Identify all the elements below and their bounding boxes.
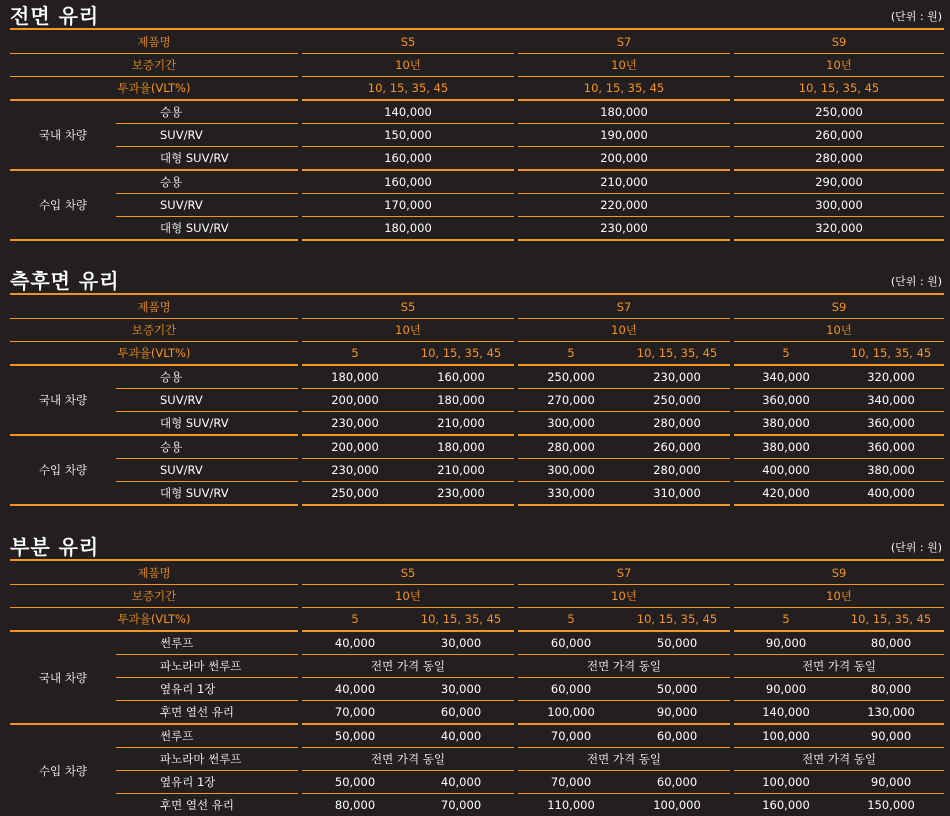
price-cell: 380,000 <box>838 459 944 482</box>
price-cell: 180,000 <box>408 435 516 459</box>
price-cell: 230,000 <box>300 412 408 436</box>
price-cell: 250,000 <box>732 100 944 124</box>
price-cell: 180,000 <box>516 100 732 124</box>
price-cell: 80,000 <box>838 631 944 655</box>
warranty-s7: 10년 <box>516 585 732 608</box>
price-cell: 70,000 <box>516 771 624 794</box>
same-price-note: 전면 가격 동일 <box>732 748 944 771</box>
glass-type: 파노라마 썬루프 <box>116 655 300 678</box>
vlt-s7: 10, 15, 35, 45 <box>516 77 732 101</box>
price-cell: 70,000 <box>300 701 408 725</box>
category-imported: 수입 차량 <box>10 435 116 505</box>
price-cell: 60,000 <box>624 771 732 794</box>
price-cell: 280,000 <box>624 459 732 482</box>
price-cell: 150,000 <box>300 124 516 147</box>
price-cell: 200,000 <box>300 389 408 412</box>
price-cell: 300,000 <box>516 412 624 436</box>
price-cell: 160,000 <box>300 170 516 194</box>
price-cell: 140,000 <box>300 100 516 124</box>
price-cell: 100,000 <box>732 771 838 794</box>
vlt-low: 5 <box>300 608 408 632</box>
vlt-low: 5 <box>516 608 624 632</box>
price-cell: 50,000 <box>624 678 732 701</box>
divider <box>10 559 944 561</box>
product-s5: S5 <box>300 562 516 585</box>
price-cell: 290,000 <box>732 170 944 194</box>
price-cell: 260,000 <box>732 124 944 147</box>
price-cell: 360,000 <box>838 412 944 436</box>
price-cell: 170,000 <box>300 194 516 217</box>
glass-type: 썬루프 <box>116 724 300 748</box>
price-cell: 50,000 <box>624 631 732 655</box>
price-cell: 190,000 <box>516 124 732 147</box>
warranty-s9: 10년 <box>732 54 944 77</box>
vlt-all: 10, 15, 35, 45 <box>624 608 732 632</box>
price-cell: 210,000 <box>516 170 732 194</box>
price-cell: 160,000 <box>408 365 516 389</box>
vlt-s5: 10, 15, 35, 45 <box>300 77 516 101</box>
price-cell: 160,000 <box>732 794 838 816</box>
price-cell: 90,000 <box>624 701 732 725</box>
price-cell: 90,000 <box>732 678 838 701</box>
price-cell: 60,000 <box>516 678 624 701</box>
vehicle-type: 대형 SUV/RV <box>116 147 300 171</box>
vlt-all: 10, 15, 35, 45 <box>408 608 516 632</box>
divider <box>10 28 944 30</box>
warranty-s9: 10년 <box>732 319 944 342</box>
vehicle-type: SUV/RV <box>116 459 300 482</box>
price-cell: 280,000 <box>624 412 732 436</box>
unit-label: (단위 : 원) <box>891 8 942 24</box>
price-cell: 340,000 <box>732 365 838 389</box>
vlt-low: 5 <box>732 342 838 366</box>
price-cell: 110,000 <box>516 794 624 816</box>
vehicle-type: 대형 SUV/RV <box>116 482 300 506</box>
price-cell: 130,000 <box>838 701 944 725</box>
product-s9: S9 <box>732 296 944 319</box>
price-cell: 40,000 <box>300 631 408 655</box>
price-cell: 270,000 <box>516 389 624 412</box>
price-cell: 400,000 <box>732 459 838 482</box>
price-cell: 60,000 <box>516 631 624 655</box>
warranty-s5: 10년 <box>300 585 516 608</box>
vehicle-type: SUV/RV <box>116 124 300 147</box>
glass-type: 후면 열선 유리 <box>116 794 300 816</box>
price-cell: 150,000 <box>838 794 944 816</box>
product-s7: S7 <box>516 296 732 319</box>
price-cell: 320,000 <box>838 365 944 389</box>
price-cell: 40,000 <box>408 724 516 748</box>
category-domestic: 국내 차량 <box>10 365 116 435</box>
header-vlt-label: 투과율(VLT%) <box>10 342 300 366</box>
glass-type: 후면 열선 유리 <box>116 701 300 725</box>
same-price-note: 전면 가격 동일 <box>516 748 732 771</box>
price-cell: 340,000 <box>838 389 944 412</box>
price-cell: 320,000 <box>732 217 944 241</box>
price-cell: 200,000 <box>300 435 408 459</box>
warranty-s7: 10년 <box>516 54 732 77</box>
price-cell: 210,000 <box>408 459 516 482</box>
price-cell: 300,000 <box>516 459 624 482</box>
partial-glass-title: 부분 유리 <box>10 531 99 560</box>
product-s5: S5 <box>300 296 516 319</box>
price-cell: 250,000 <box>516 365 624 389</box>
header-product-label: 제품명 <box>10 31 300 54</box>
same-price-note: 전면 가격 동일 <box>300 748 516 771</box>
side-rear-glass-title: 측후면 유리 <box>10 265 120 294</box>
price-cell: 40,000 <box>300 678 408 701</box>
price-cell: 230,000 <box>516 217 732 241</box>
side-rear-glass-table <box>10 296 944 506</box>
vehicle-type: SUV/RV <box>116 389 300 412</box>
price-cell: 80,000 <box>300 794 408 816</box>
vehicle-type: 대형 SUV/RV <box>116 217 300 241</box>
glass-type: 썬루프 <box>116 631 300 655</box>
unit-label: (단위 : 원) <box>891 273 942 289</box>
price-cell: 250,000 <box>624 389 732 412</box>
warranty-s5: 10년 <box>300 54 516 77</box>
price-cell: 360,000 <box>732 389 838 412</box>
price-cell: 200,000 <box>516 147 732 171</box>
price-cell: 380,000 <box>732 435 838 459</box>
glass-type: 파노라마 썬루프 <box>116 748 300 771</box>
price-cell: 360,000 <box>838 435 944 459</box>
price-cell: 230,000 <box>624 365 732 389</box>
price-cell: 180,000 <box>408 389 516 412</box>
price-cell: 180,000 <box>300 365 408 389</box>
product-s9: S9 <box>732 31 944 54</box>
price-cell: 50,000 <box>300 771 408 794</box>
price-cell: 90,000 <box>838 724 944 748</box>
price-cell: 250,000 <box>300 482 408 506</box>
price-cell: 30,000 <box>408 631 516 655</box>
price-cell: 100,000 <box>624 794 732 816</box>
price-cell: 180,000 <box>300 217 516 241</box>
product-s7: S7 <box>516 31 732 54</box>
vlt-low: 5 <box>300 342 408 366</box>
category-domestic: 국내 차량 <box>10 631 116 724</box>
vlt-low: 5 <box>732 608 838 632</box>
front-glass-table <box>10 31 944 241</box>
header-warranty-label: 보증기간 <box>10 585 300 608</box>
category-imported: 수입 차량 <box>10 170 116 240</box>
header-product-label: 제품명 <box>10 562 300 585</box>
price-cell: 330,000 <box>516 482 624 506</box>
product-s5: S5 <box>300 31 516 54</box>
header-warranty-label: 보증기간 <box>10 319 300 342</box>
price-cell: 90,000 <box>838 771 944 794</box>
category-domestic: 국내 차량 <box>10 100 116 170</box>
price-cell: 230,000 <box>300 459 408 482</box>
price-cell: 50,000 <box>300 724 408 748</box>
price-cell: 100,000 <box>516 701 624 725</box>
product-s9: S9 <box>732 562 944 585</box>
price-cell: 300,000 <box>732 194 944 217</box>
warranty-s5: 10년 <box>300 319 516 342</box>
partial-glass-table <box>10 562 944 816</box>
vlt-all: 10, 15, 35, 45 <box>408 342 516 366</box>
price-cell: 140,000 <box>732 701 838 725</box>
header-vlt-label: 투과율(VLT%) <box>10 77 300 101</box>
price-cell: 160,000 <box>300 147 516 171</box>
vehicle-type: 승용 <box>116 170 300 194</box>
divider <box>10 293 944 295</box>
vehicle-type: 승용 <box>116 100 300 124</box>
vlt-all: 10, 15, 35, 45 <box>838 608 944 632</box>
price-cell: 80,000 <box>838 678 944 701</box>
price-cell: 210,000 <box>408 412 516 436</box>
unit-label: (단위 : 원) <box>891 539 942 555</box>
price-cell: 60,000 <box>408 701 516 725</box>
header-vlt-label: 투과율(VLT%) <box>10 608 300 632</box>
price-cell: 100,000 <box>732 724 838 748</box>
header-warranty-label: 보증기간 <box>10 54 300 77</box>
front-glass-title: 전면 유리 <box>10 0 99 29</box>
same-price-note: 전면 가격 동일 <box>516 655 732 678</box>
header-product-label: 제품명 <box>10 296 300 319</box>
price-cell: 400,000 <box>838 482 944 506</box>
product-s7: S7 <box>516 562 732 585</box>
vehicle-type: 승용 <box>116 435 300 459</box>
price-cell: 280,000 <box>516 435 624 459</box>
vehicle-type: 승용 <box>116 365 300 389</box>
vlt-all: 10, 15, 35, 45 <box>838 342 944 366</box>
price-cell: 30,000 <box>408 678 516 701</box>
vehicle-type: 대형 SUV/RV <box>116 412 300 436</box>
glass-type: 옆유리 1장 <box>116 678 300 701</box>
price-cell: 70,000 <box>516 724 624 748</box>
category-imported: 수입 차량 <box>10 724 116 816</box>
vlt-low: 5 <box>516 342 624 366</box>
price-cell: 280,000 <box>732 147 944 171</box>
price-cell: 40,000 <box>408 771 516 794</box>
warranty-s9: 10년 <box>732 585 944 608</box>
warranty-s7: 10년 <box>516 319 732 342</box>
price-cell: 420,000 <box>732 482 838 506</box>
price-cell: 220,000 <box>516 194 732 217</box>
vehicle-type: SUV/RV <box>116 194 300 217</box>
price-cell: 90,000 <box>732 631 838 655</box>
price-cell: 60,000 <box>624 724 732 748</box>
vlt-all: 10, 15, 35, 45 <box>624 342 732 366</box>
price-cell: 230,000 <box>408 482 516 506</box>
price-cell: 310,000 <box>624 482 732 506</box>
price-cell: 70,000 <box>408 794 516 816</box>
same-price-note: 전면 가격 동일 <box>300 655 516 678</box>
price-cell: 260,000 <box>624 435 732 459</box>
glass-type: 옆유리 1장 <box>116 771 300 794</box>
vlt-s9: 10, 15, 35, 45 <box>732 77 944 101</box>
price-cell: 380,000 <box>732 412 838 436</box>
same-price-note: 전면 가격 동일 <box>732 655 944 678</box>
